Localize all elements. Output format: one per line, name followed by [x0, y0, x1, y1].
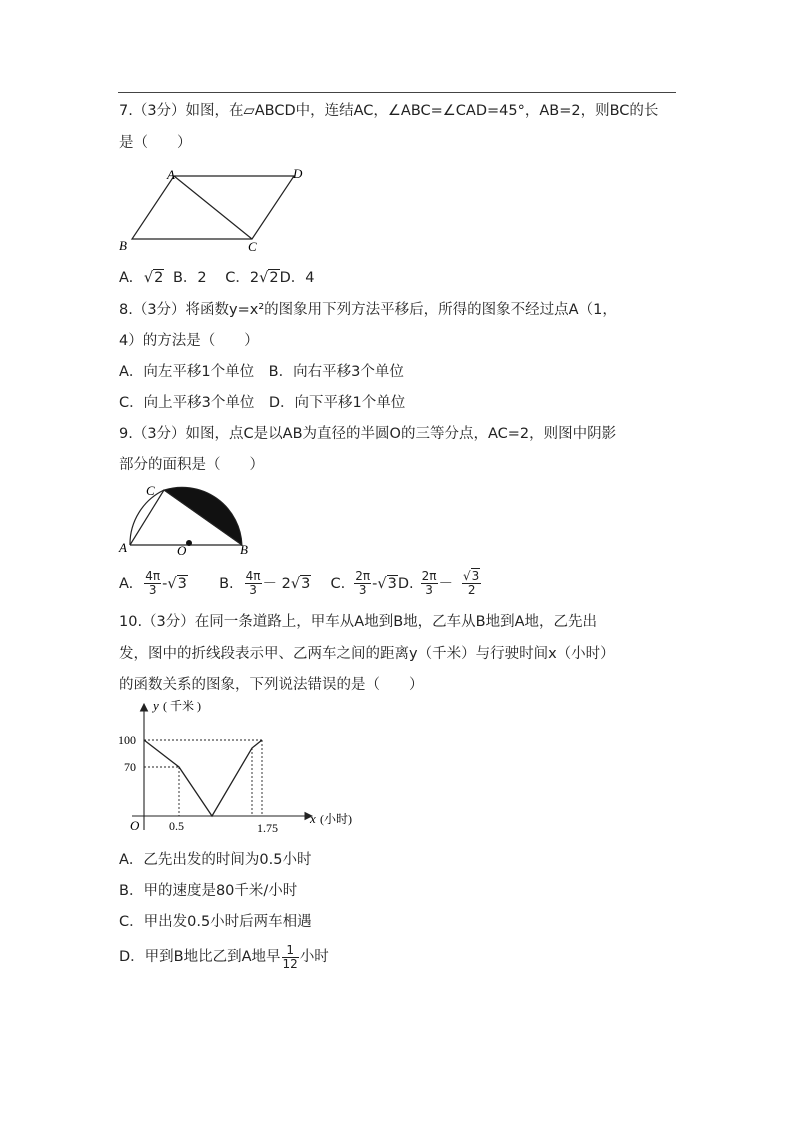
point-o-label: O — [177, 543, 187, 558]
diagonal-ac — [174, 176, 252, 239]
q10-option-d-fraction: $\frac{1}{12}$ — [282, 942, 298, 971]
q7-options — [119, 268, 315, 288]
q9-option-d: D. $\frac{2\pi}{3}$ － $\frac{√3}{2}$ — [397, 569, 480, 597]
q7-option-a-label: A. — [119, 270, 134, 286]
header-rule — [118, 92, 676, 93]
point-b-label: B — [119, 238, 127, 253]
q10-option-b: B．甲的速度是80千米/小时 — [119, 883, 298, 899]
x-axis-var: x — [310, 811, 316, 826]
q10-option-a: A．乙先出发的时间为0.5小时 — [119, 852, 312, 868]
distance-polyline — [144, 740, 262, 816]
x-axis-unit: (小时) — [320, 812, 352, 826]
q7-option-d: D．4 — [279, 270, 315, 286]
point-b-label: B — [240, 542, 248, 557]
q9-option-b: B. $\frac{4\pi}{3}$ － 2√3 — [219, 569, 311, 597]
q7-option-a-sqrt: √2 — [143, 270, 164, 286]
q10-distance-time-graph — [112, 696, 372, 838]
xtick-05: 0.5 — [169, 819, 184, 833]
ytick-70: 70 — [124, 760, 136, 774]
q7-stem-line1: 7.（3分）如图，在▱ABCD中，连结AC，∠ABC=∠CAD=45°，AB=2，则BC的长 — [119, 103, 659, 119]
point-a-label: A — [119, 540, 127, 555]
q8-options-cd: C．向上平移3个单位 D．向下平移1个单位 — [119, 395, 406, 411]
q9-semicircle-figure — [112, 480, 262, 558]
ytick-100: 100 — [118, 733, 136, 747]
y-axis-var: y — [153, 698, 159, 713]
q8-stem-line1: 8.（3分）将函数y=x²的图象用下列方法平移后，所得的图象不经过点A（1， — [119, 302, 617, 318]
q7-option-b: B．2 — [172, 270, 207, 286]
q7-parallelogram-figure — [112, 162, 342, 258]
q8-stem-line2: 4）的方法是（ ） — [119, 333, 259, 349]
q10-stem-line1: 10.（3分）在同一条道路上，甲车从A地到B地，乙车从B地到A地，乙先出 — [119, 614, 598, 630]
center-o-dot — [186, 540, 192, 546]
origin-label: O — [130, 818, 140, 833]
q9-option-a: A. $\frac{4\pi}{3}$ -√3 — [119, 569, 187, 597]
xtick-175: 1.75 — [257, 821, 278, 835]
q10-option-c: C．甲出发0.5小时后两车相遇 — [119, 914, 312, 930]
q10-option-d: D．甲到B地比乙到A地早 $\frac{1}{12}$ 小时 — [119, 942, 329, 971]
q9-stem-line2: 部分的面积是（ ） — [119, 457, 264, 473]
q7-option-c-label: C．2 — [225, 270, 260, 286]
point-a-label: A — [167, 167, 175, 182]
q10-stem-line3: 的函数关系的图象，下列说法错误的是（ ） — [119, 677, 424, 693]
q7-option-c-sqrt: √2 — [259, 270, 279, 286]
y-axis-unit: ( 千米 ) — [163, 699, 201, 713]
point-c-label: C — [146, 483, 155, 498]
chord-ac — [130, 490, 164, 545]
q9-stem-line1: 9.（3分）如图，点C是以AB为直径的半圆O的三等分点，AC=2，则图中阴影 — [119, 426, 617, 442]
q10-stem-line2: 发，图中的折线段表示甲、乙两车之间的距离y（千米）与行驶时间x（小时） — [119, 646, 615, 662]
q8-options-ab: A．向左平移1个单位 B．向右平移3个单位 — [119, 364, 404, 380]
q9-options — [119, 570, 482, 596]
q9-option-c: C. $\frac{2\pi}{3}$ -√3 — [330, 569, 397, 597]
point-d-label: D — [293, 166, 303, 181]
point-c-label: C — [248, 239, 257, 254]
q7-stem-line2: 是（ ） — [119, 135, 192, 151]
